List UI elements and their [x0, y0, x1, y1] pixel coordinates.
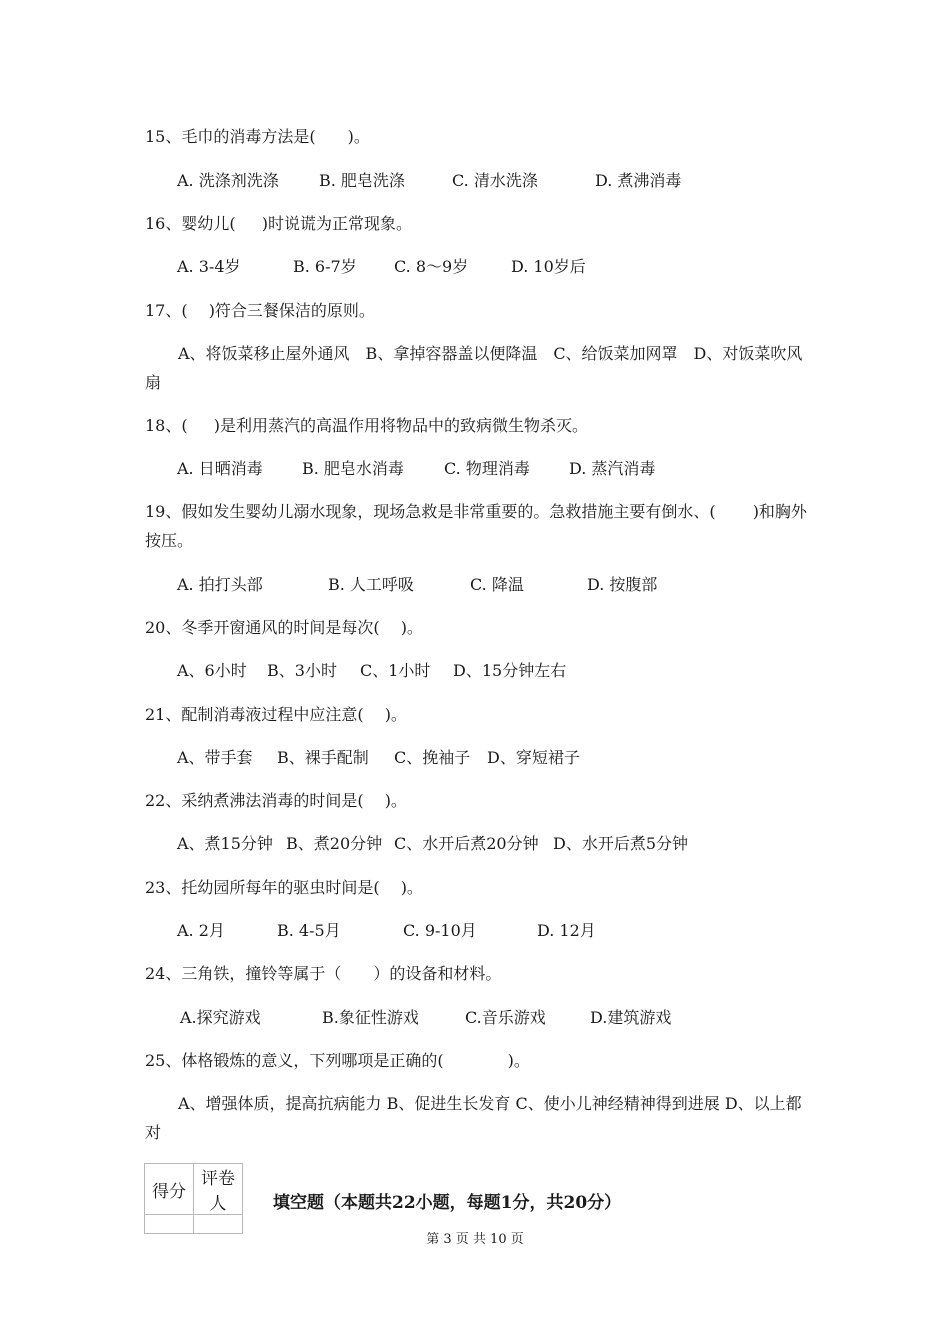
question-23-option-c: C. 9-10月 [403, 921, 477, 940]
question-18-stem: 18、( )是利用蒸汽的高温作用将物品中的致病微生物杀灭。 [145, 416, 589, 435]
question-15-option-c: C. 清水洗涤 [452, 171, 538, 190]
question-15-option-d: D. 煮沸消毒 [595, 171, 682, 190]
question-18-option-b: B. 肥皂水消毒 [302, 459, 404, 478]
question-15-option-a: A. 洗涤剂洗涤 [177, 171, 279, 190]
question-19-option-c: C. 降温 [470, 575, 524, 594]
grader-label: 评卷人 [194, 1164, 243, 1215]
question-25-options: A、增强体质，提高抗病能力 B、促进生长发育 C、使小儿神经精神得到进展 D、以上都对 [145, 1094, 802, 1142]
question-16-option-b: B. 6-7岁 [293, 257, 357, 276]
question-22-option-d: D、水开后煮5分钟 [553, 834, 689, 853]
question-21-option-b: B、裸手配制 [277, 748, 369, 767]
question-19-stem: 19、假如发生婴幼儿溺水现象，现场急救是非常重要的。急救措施主要有倒水、( )和胸外按压。 [145, 502, 807, 550]
question-17-options: A、将饭菜移止屋外通风 B、拿掉容器盖以便降温 C、给饭菜加网罩 D、对饭菜吹风扇 [145, 344, 803, 392]
question-23-option-d: D. 12月 [537, 921, 596, 940]
question-16-stem: 16、婴幼儿( )时说谎为正常现象。 [145, 214, 413, 233]
question-20-option-b: B、3小时 [267, 661, 337, 680]
question-15-option-b: B. 肥皂洗涤 [319, 171, 405, 190]
question-20-stem: 20、冬季开窗通风的时间是每次( )。 [145, 618, 423, 637]
question-16-option-d: D. 10岁后 [511, 257, 586, 276]
question-24-option-a: A.探究游戏 [180, 1008, 261, 1027]
score-label: 得分 [145, 1164, 194, 1215]
question-15-stem: 15、毛巾的消毒方法是( )。 [145, 127, 370, 146]
question-18-option-d: D. 蒸汽消毒 [569, 459, 656, 478]
question-18-option-c: C. 物理消毒 [444, 459, 530, 478]
question-16-option-a: A. 3-4岁 [177, 257, 241, 276]
question-18-option-a: A. 日晒消毒 [177, 459, 263, 478]
question-22-option-a: A、煮15分钟 [177, 834, 273, 853]
score-table [144, 1163, 243, 1234]
question-23-stem: 23、托幼园所每年的驱虫时间是( )。 [145, 878, 423, 897]
question-20-option-d: D、15分钟左右 [453, 661, 567, 680]
question-21-stem: 21、配制消毒液过程中应注意( )。 [145, 705, 407, 724]
question-24-option-b: B.象征性游戏 [322, 1008, 419, 1027]
question-20-option-a: A、6小时 [177, 661, 247, 680]
question-21-option-c: C、挽袖子 [394, 748, 471, 767]
question-23-option-a: A. 2月 [177, 921, 225, 940]
question-16-option-c: C. 8～9岁 [394, 257, 469, 276]
section-title: 填空题（本题共22小题，每题1分，共20分） [273, 1193, 622, 1213]
question-19-option-b: B. 人工呼吸 [328, 575, 414, 594]
question-19-option-d: D. 按腹部 [587, 575, 658, 594]
question-22-stem: 22、采纳煮沸法消毒的时间是( )。 [145, 791, 407, 810]
question-21-option-a: A、带手套 [177, 748, 253, 767]
question-24-stem: 24、三角铁，撞铃等属于（ ）的设备和材料。 [145, 964, 502, 983]
question-20-option-c: C、1小时 [360, 661, 431, 680]
question-19-option-a: A. 拍打头部 [177, 575, 263, 594]
question-24-option-d: D.建筑游戏 [590, 1008, 672, 1027]
question-23-option-b: B. 4-5月 [277, 921, 341, 940]
question-25-stem: 25、体格锻炼的意义，下列哪项是正确的( )。 [145, 1051, 530, 1070]
question-17-stem: 17、( )符合三餐保洁的原则。 [145, 301, 375, 320]
question-21-option-d: D、穿短裙子 [487, 748, 580, 767]
question-22-option-c: C、水开后煮20分钟 [394, 834, 539, 853]
question-24-option-c: C.音乐游戏 [465, 1008, 546, 1027]
question-22-option-b: B、煮20分钟 [286, 834, 383, 853]
page-footer: 第 3 页 共 10 页 [426, 1232, 524, 1247]
